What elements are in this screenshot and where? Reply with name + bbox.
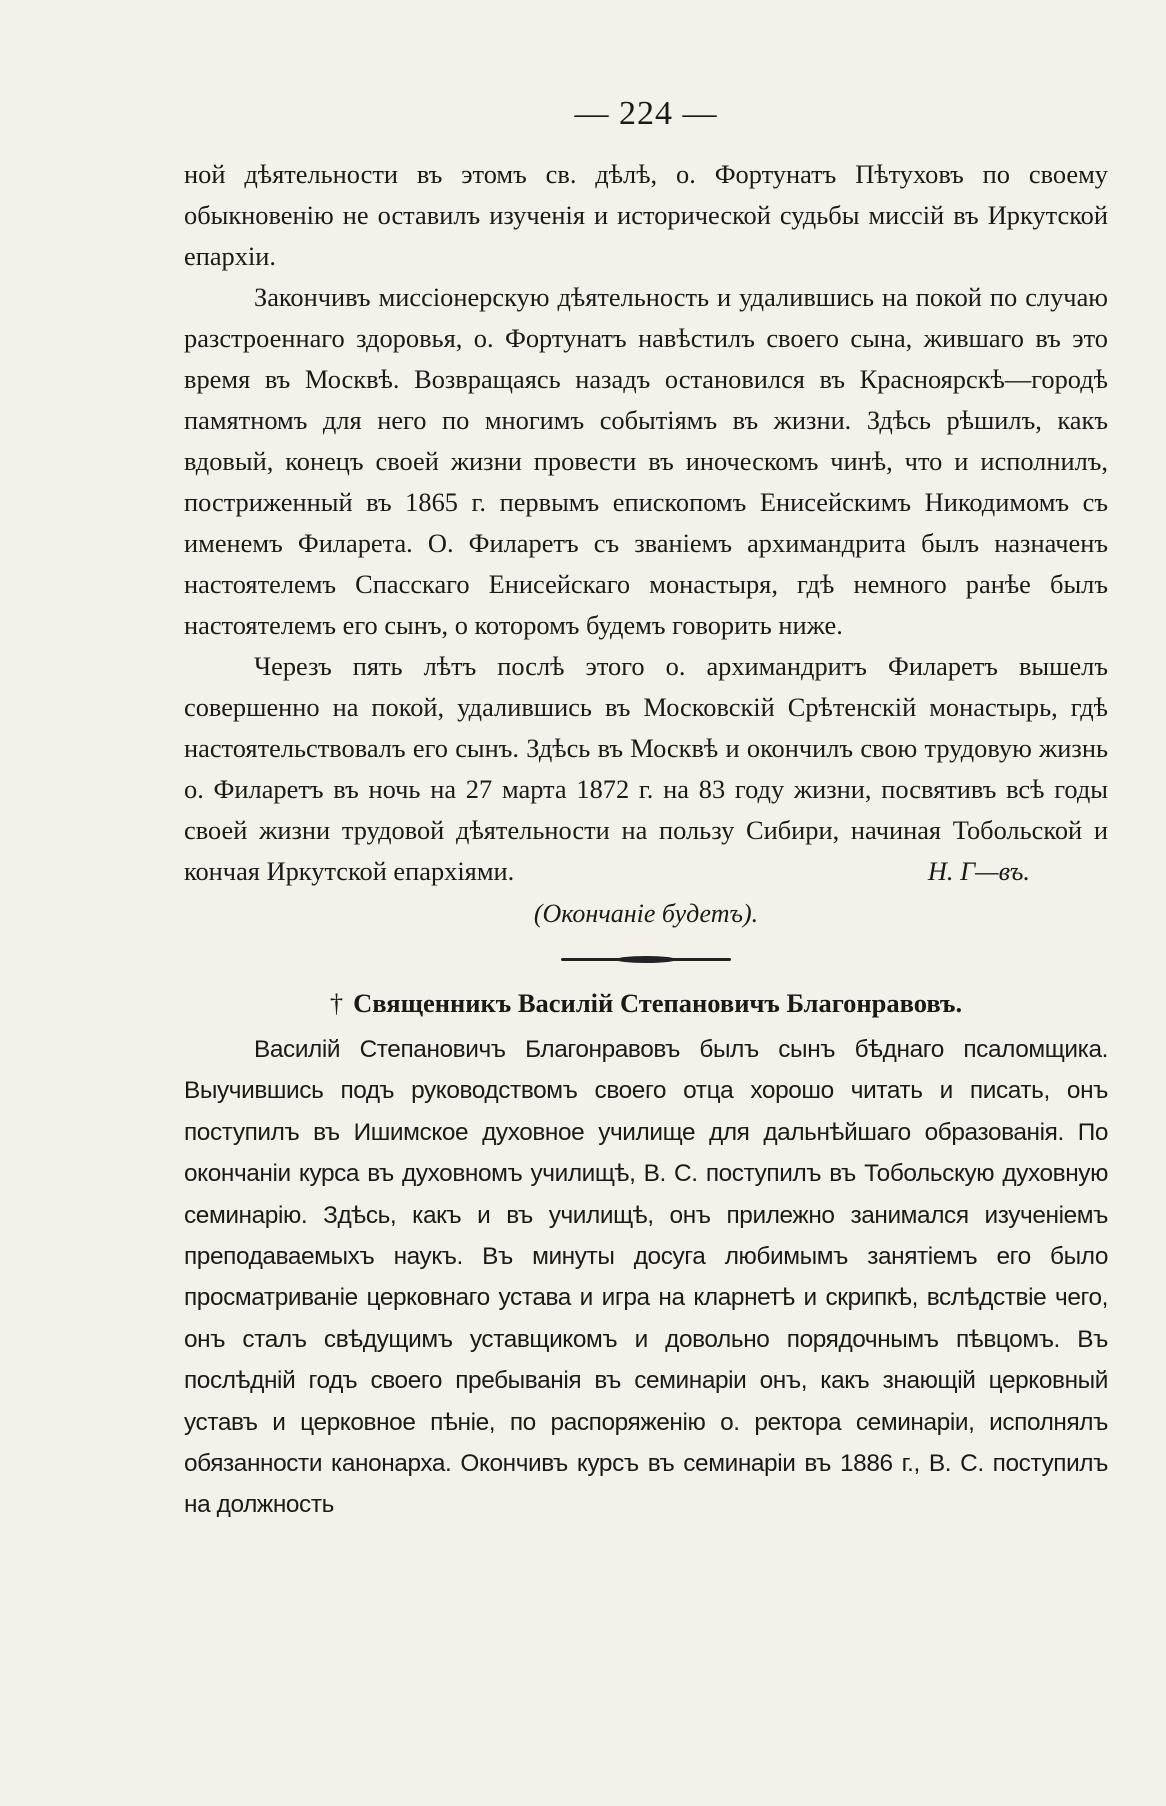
paragraph-3-end: Иркутской епархіями.: [266, 856, 515, 886]
to-be-continued: (Окончаніе будетъ).: [533, 899, 759, 928]
author-signature: Н. Г—въ.: [927, 856, 1030, 886]
obituary-paragraph-1: Василій Степановичъ Благонравовъ былъ сынъ бѣднаго псаломщика. Выучившись подъ руководствомъ своего отца хорошо читать и писать, онъ поступилъ въ Ишимское духовное училище для дальнѣйшаго образованія. По окончаніи курса въ духовномъ училищѣ, В. С. поступилъ въ Тобольскую духовную семинарію. Здѣсь, какъ и въ училищѣ, онъ прилежно занимался изученіемъ преподаваемыхъ наукъ. Въ минуты досуга любимымъ занятіемъ его было просматриваніе церковнаго устава и игра на кларнетѣ и скрипкѣ, вслѣдствіе чего, онъ сталъ свѣдущимъ уставщикомъ и довольно порядочнымъ пѣвцомъ. Въ послѣдній годъ своего пребыванія въ семинаріи онъ, какъ знающій церковный уставъ и церковное пѣніе, по распоряженію о. ректора семинаріи, исполнялъ обязанности канонарха. Окончивъ курсъ въ семинаріи въ 1886 г., В. С. поступилъ на должность: [184, 1036, 1108, 1519]
section-divider-ornament: [561, 958, 731, 961]
article-blagonravov: [184, 983, 1108, 1526]
paragraph-1: ной дѣятельности въ этомъ св. дѣлѣ, о. Фортунатъ Пѣтуховъ по своему обыкновенію не оставилъ изученія и исторической судьбы миссій въ Иркутской епархіи.: [184, 159, 1108, 271]
article-filaret: [184, 154, 1108, 934]
paragraph-3: [184, 646, 1108, 892]
obituary-heading: [184, 983, 1108, 1023]
page-number: — 224 —: [574, 95, 718, 132]
paragraph-3-main: Черезъ пять лѣтъ послѣ этого о. архимандритъ Филаретъ вышелъ совершенно на покой, удалившись въ Московскій Срѣтенскій монастырь, гдѣ настоятельствовалъ его сынъ. Здѣсь въ Москвѣ и окончилъ свою трудовую жизнь о. Филаретъ въ ночь на 27 марта 1872 г. на 83 году жизни, посвятивъ всѣ годы своей жизни трудовой дѣятельности на пользу Сибири, начиная Тобольской и кончая: [184, 651, 1108, 886]
obituary-title: Священникъ Василій Степановичъ Благонравовъ.: [353, 988, 963, 1018]
paragraph-2: Закончивъ миссіонерскую дѣятельность и удалившись на покой по случаю разстроеннаго здоровья, о. Фортунатъ навѣстилъ своего сына, жившаго въ это время въ Москвѣ. Возвращаясь назадъ остановился въ Красноярскѣ—городѣ памятномъ для него по многимъ событіямъ въ жизни. Здѣсь рѣшилъ, какъ вдовый, конецъ своей жизни провести въ иноческомъ чинѣ, что и исполнилъ, постриженный въ 1865 г. первымъ епископомъ Енисейскимъ Никодимомъ съ именемъ Филарета. О. Филаретъ съ званіемъ архимандрита былъ назначенъ настоятелемъ Спасскаго Енисейскаго монастыря, гдѣ немного ранѣе былъ настоятелемъ его сынъ, о которомъ будемъ говорить ниже.: [184, 282, 1108, 640]
page-content: [184, 92, 1108, 1526]
cross-icon: †: [329, 988, 344, 1018]
